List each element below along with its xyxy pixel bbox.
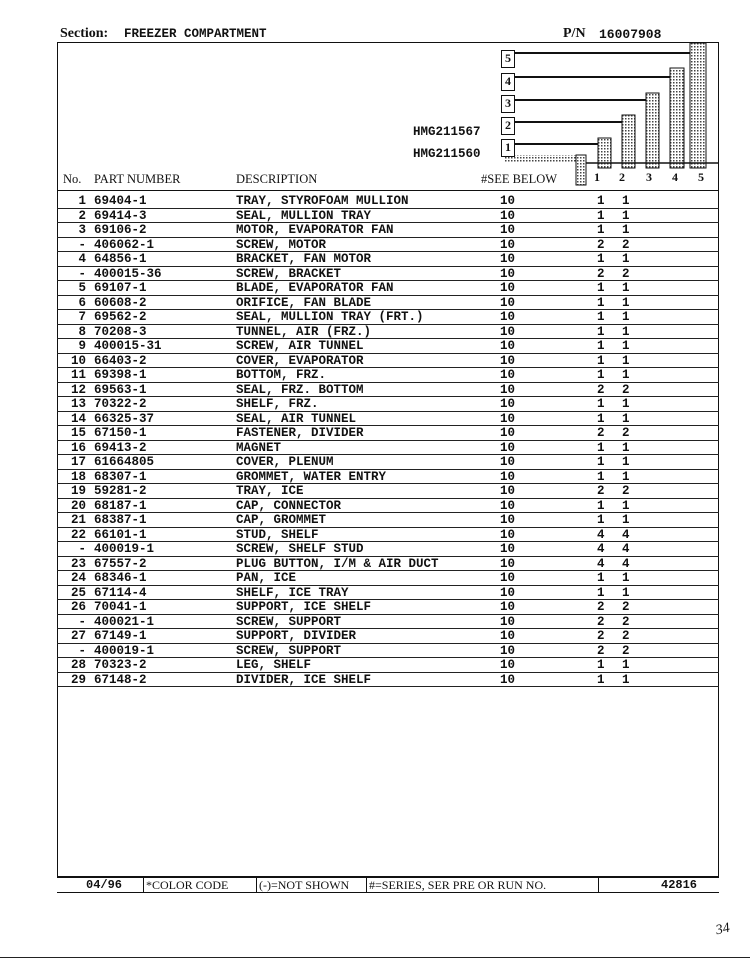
row-qty-series-1: 1 xyxy=(597,324,605,339)
row-part-number: 69413-2 xyxy=(94,440,147,455)
row-qty-series-2: 1 xyxy=(622,353,630,368)
col-header-no: No. xyxy=(63,172,82,186)
row-description: CAP, CONNECTOR xyxy=(236,498,342,513)
row-qty-series-2: 2 xyxy=(622,629,630,643)
row-description: SCREW, BRACKET xyxy=(236,266,342,281)
row-part-number: 68346-1 xyxy=(94,571,147,585)
row-qty-series-1: 1 xyxy=(597,252,605,266)
row-part-number: 400021-1 xyxy=(94,614,155,629)
row-description: MOTOR, EVAPORATOR FAN xyxy=(236,223,394,237)
row-no: 16 xyxy=(70,440,86,455)
row-description: LEG, SHELF xyxy=(236,658,312,672)
row-part-number: 400019-1 xyxy=(94,542,155,556)
row-no: 8 xyxy=(78,324,86,339)
row-qty-series-1: 1 xyxy=(597,513,605,527)
row-part-number: 68187-1 xyxy=(94,498,147,513)
row-see-below: 10 xyxy=(500,353,516,368)
table-row xyxy=(0,296,750,311)
row-part-number: 400019-1 xyxy=(94,643,155,658)
row-part-number: 64856-1 xyxy=(94,252,147,266)
row-see-below: 10 xyxy=(500,295,516,310)
section-label: Section: xyxy=(60,26,109,41)
row-qty-series-2: 1 xyxy=(622,455,630,469)
row-see-below: 10 xyxy=(500,556,516,571)
row-description: SUPPORT, ICE SHELF xyxy=(236,600,372,614)
row-description: ORIFICE, FAN BLADE xyxy=(236,295,372,310)
row-qty-series-2: 2 xyxy=(622,382,630,397)
row-description: SHELF, FRZ. xyxy=(236,397,319,411)
col-header-desc: DESCRIPTION xyxy=(236,172,318,186)
series-box-4: 4 xyxy=(501,73,515,91)
table-row xyxy=(0,368,750,383)
table-row xyxy=(0,499,750,514)
row-part-number: 69107-1 xyxy=(94,281,147,295)
row-no: - xyxy=(78,614,86,629)
row-qty-series-1: 1 xyxy=(597,658,605,672)
footer-color-code: *COLOR CODE xyxy=(146,878,229,892)
row-qty-series-1: 1 xyxy=(597,295,605,310)
row-see-below: 10 xyxy=(500,469,516,484)
row-part-number: 67150-1 xyxy=(94,426,147,440)
series-col-2: 2 xyxy=(619,170,625,184)
table-row xyxy=(0,470,750,485)
row-qty-series-2: 2 xyxy=(622,237,630,252)
row-no: 25 xyxy=(70,585,86,600)
row-no: 26 xyxy=(70,600,86,614)
row-see-below: 10 xyxy=(500,223,516,237)
row-no: 20 xyxy=(70,498,86,513)
row-no: 11 xyxy=(70,368,86,382)
row-see-below: 10 xyxy=(500,498,516,513)
table-row xyxy=(0,455,750,470)
row-no: 17 xyxy=(70,455,86,469)
row-qty-series-2: 1 xyxy=(622,368,630,382)
row-see-below: 10 xyxy=(500,600,516,614)
page-bottom-rule xyxy=(0,957,750,958)
row-qty-series-2: 1 xyxy=(622,469,630,484)
footer-sep-2 xyxy=(256,878,257,893)
series-box-3: 3 xyxy=(501,95,515,113)
row-description: PAN, ICE xyxy=(236,571,297,585)
row-see-below: 10 xyxy=(500,643,516,658)
row-description: TRAY, ICE xyxy=(236,484,304,498)
table-row xyxy=(0,571,750,586)
table-row xyxy=(0,281,750,296)
row-no: 13 xyxy=(70,397,86,411)
row-see-below: 10 xyxy=(500,339,516,353)
row-see-below: 10 xyxy=(500,266,516,281)
footer-sep-1 xyxy=(143,878,144,893)
row-part-number: 69414-3 xyxy=(94,208,147,223)
row-description: SCREW, SHELF STUD xyxy=(236,542,364,556)
row-description: SUPPORT, DIVIDER xyxy=(236,629,357,643)
row-description: SCREW, MOTOR xyxy=(236,237,327,252)
row-see-below: 10 xyxy=(500,455,516,469)
table-row xyxy=(0,658,750,673)
row-part-number: 66101-1 xyxy=(94,527,147,542)
row-description: FASTENER, DIVIDER xyxy=(236,426,364,440)
row-qty-series-2: 1 xyxy=(622,223,630,237)
row-description: SCREW, SUPPORT xyxy=(236,614,342,629)
section-value: FREEZER COMPARTMENT xyxy=(124,27,267,41)
row-part-number: 61664805 xyxy=(94,455,155,469)
table-row xyxy=(0,644,750,659)
row-no: 6 xyxy=(78,295,86,310)
row-no: 18 xyxy=(70,469,86,484)
row-no: 2 xyxy=(78,208,86,223)
row-qty-series-1: 2 xyxy=(597,629,605,643)
pn-value: 16007908 xyxy=(599,27,662,42)
handwritten-page-mark: 34 xyxy=(714,920,732,939)
row-part-number: 67148-2 xyxy=(94,672,147,687)
row-part-number: 66325-37 xyxy=(94,411,155,426)
row-qty-series-1: 1 xyxy=(597,498,605,513)
row-qty-series-1: 1 xyxy=(597,411,605,426)
row-qty-series-2: 1 xyxy=(622,440,630,455)
col-header-see: #SEE BELOW xyxy=(481,172,558,186)
row-description: STUD, SHELF xyxy=(236,527,319,542)
row-qty-series-1: 1 xyxy=(597,672,605,687)
row-description: BOTTOM, FRZ. xyxy=(236,368,327,382)
row-description: SHELF, ICE TRAY xyxy=(236,585,349,600)
row-qty-series-1: 2 xyxy=(597,266,605,281)
row-part-number: 70323-2 xyxy=(94,658,147,672)
row-see-below: 10 xyxy=(500,237,516,252)
row-no: 27 xyxy=(70,629,86,643)
row-qty-series-2: 1 xyxy=(622,194,630,208)
table-row xyxy=(0,194,750,209)
row-part-number: 67114-4 xyxy=(94,585,147,600)
col-header-part: PART NUMBER xyxy=(94,172,181,186)
row-qty-series-2: 4 xyxy=(622,556,630,571)
row-no: 10 xyxy=(70,353,86,368)
row-see-below: 10 xyxy=(500,513,516,527)
model-number-1: HMG211567 xyxy=(413,125,481,139)
footer-sep-4 xyxy=(598,878,599,893)
row-part-number: 69563-1 xyxy=(94,382,147,397)
row-qty-series-2: 2 xyxy=(622,600,630,614)
table-row xyxy=(0,209,750,224)
row-qty-series-1: 1 xyxy=(597,455,605,469)
row-qty-series-2: 1 xyxy=(622,397,630,411)
row-description: CAP, GROMMET xyxy=(236,513,327,527)
row-no: 22 xyxy=(70,527,86,542)
row-part-number: 70041-1 xyxy=(94,600,147,614)
row-qty-series-2: 1 xyxy=(622,310,630,324)
row-qty-series-2: 1 xyxy=(622,411,630,426)
footer-date: 04/96 xyxy=(86,878,123,892)
row-no: - xyxy=(78,643,86,658)
row-qty-series-1: 1 xyxy=(597,469,605,484)
row-no: 23 xyxy=(70,556,86,571)
row-part-number: 66403-2 xyxy=(94,353,147,368)
table-row xyxy=(0,557,750,572)
table-row xyxy=(0,513,750,528)
model-number-2: HMG211560 xyxy=(413,147,481,161)
row-part-number: 400015-31 xyxy=(94,339,162,353)
table-row xyxy=(0,354,750,369)
table-row xyxy=(0,339,750,354)
row-see-below: 10 xyxy=(500,440,516,455)
row-qty-series-1: 2 xyxy=(597,426,605,440)
row-description: PLUG BUTTON, I/M & AIR DUCT xyxy=(236,556,439,571)
row-qty-series-1: 1 xyxy=(597,339,605,353)
row-description: TRAY, STYROFOAM MULLION xyxy=(236,194,409,208)
row-no: 15 xyxy=(70,426,86,440)
row-see-below: 10 xyxy=(500,527,516,542)
row-no: 21 xyxy=(70,513,86,527)
row-no: 29 xyxy=(70,672,86,687)
row-part-number: 69106-2 xyxy=(94,223,147,237)
row-see-below: 10 xyxy=(500,426,516,440)
row-qty-series-1: 2 xyxy=(597,237,605,252)
row-see-below: 10 xyxy=(500,281,516,295)
row-description: COVER, EVAPORATOR xyxy=(236,353,364,368)
table-row xyxy=(0,528,750,543)
row-qty-series-2: 4 xyxy=(622,542,630,556)
row-qty-series-1: 1 xyxy=(597,281,605,295)
row-qty-series-1: 2 xyxy=(597,600,605,614)
table-row xyxy=(0,223,750,238)
table-row xyxy=(0,383,750,398)
row-qty-series-2: 2 xyxy=(622,643,630,658)
header-divider xyxy=(57,190,719,191)
row-part-number: 70322-2 xyxy=(94,397,147,411)
series-box-2: 2 xyxy=(501,117,515,135)
row-see-below: 10 xyxy=(500,542,516,556)
table-row xyxy=(0,673,750,688)
row-qty-series-1: 2 xyxy=(597,643,605,658)
row-qty-series-1: 1 xyxy=(597,585,605,600)
row-qty-series-1: 2 xyxy=(597,614,605,629)
row-qty-series-1: 4 xyxy=(597,542,605,556)
table-row xyxy=(0,484,750,499)
row-qty-series-2: 1 xyxy=(622,571,630,585)
row-part-number: 68307-1 xyxy=(94,469,147,484)
row-qty-series-1: 1 xyxy=(597,223,605,237)
row-qty-series-2: 1 xyxy=(622,324,630,339)
row-see-below: 10 xyxy=(500,208,516,223)
table-row xyxy=(0,325,750,340)
row-qty-series-2: 1 xyxy=(622,281,630,295)
row-part-number: 67557-2 xyxy=(94,556,147,571)
row-qty-series-2: 1 xyxy=(622,672,630,687)
row-qty-series-1: 1 xyxy=(597,353,605,368)
row-no: 19 xyxy=(70,484,86,498)
row-qty-series-1: 2 xyxy=(597,382,605,397)
table-row xyxy=(0,629,750,644)
row-part-number: 68387-1 xyxy=(94,513,147,527)
row-qty-series-1: 4 xyxy=(597,556,605,571)
row-see-below: 10 xyxy=(500,252,516,266)
row-no: - xyxy=(78,237,86,252)
table-row xyxy=(0,412,750,427)
row-qty-series-1: 2 xyxy=(597,484,605,498)
row-no: 7 xyxy=(78,310,86,324)
row-qty-series-1: 1 xyxy=(597,571,605,585)
row-part-number: 69562-2 xyxy=(94,310,147,324)
row-part-number: 59281-2 xyxy=(94,484,147,498)
row-qty-series-2: 4 xyxy=(622,527,630,542)
table-row xyxy=(0,615,750,630)
row-no: 12 xyxy=(70,382,86,397)
table-row xyxy=(0,238,750,253)
row-description: SEAL, AIR TUNNEL xyxy=(236,411,357,426)
row-see-below: 10 xyxy=(500,382,516,397)
row-description: BLADE, EVAPORATOR FAN xyxy=(236,281,394,295)
footer-series-note: #=SERIES, SER PRE OR RUN NO. xyxy=(369,878,547,892)
row-qty-series-2: 1 xyxy=(622,295,630,310)
row-no: 3 xyxy=(78,223,86,237)
row-see-below: 10 xyxy=(500,571,516,585)
row-qty-series-1: 1 xyxy=(597,208,605,223)
row-see-below: 10 xyxy=(500,585,516,600)
row-see-below: 10 xyxy=(500,672,516,687)
row-see-below: 10 xyxy=(500,368,516,382)
series-col-3: 3 xyxy=(646,170,652,184)
table-row xyxy=(0,397,750,412)
row-description: GROMMET, WATER ENTRY xyxy=(236,469,387,484)
row-qty-series-2: 1 xyxy=(622,252,630,266)
footer-code: 42816 xyxy=(661,878,698,892)
row-description: SEAL, MULLION TRAY xyxy=(236,208,372,223)
row-part-number: 400015-36 xyxy=(94,266,162,281)
row-qty-series-1: 1 xyxy=(597,194,605,208)
row-qty-series-2: 1 xyxy=(622,208,630,223)
row-see-below: 10 xyxy=(500,310,516,324)
footer-not-shown: (-)=NOT SHOWN xyxy=(259,878,350,892)
row-no: 14 xyxy=(70,411,86,426)
row-rule xyxy=(57,686,719,687)
row-no: 28 xyxy=(70,658,86,672)
footer-sep-3 xyxy=(366,878,367,893)
row-qty-series-2: 2 xyxy=(622,266,630,281)
table-row xyxy=(0,310,750,325)
row-part-number: 69404-1 xyxy=(94,194,147,208)
row-see-below: 10 xyxy=(500,324,516,339)
row-see-below: 10 xyxy=(500,614,516,629)
row-qty-series-2: 1 xyxy=(622,585,630,600)
row-description: DIVIDER, ICE SHELF xyxy=(236,672,372,687)
series-col-1: 1 xyxy=(594,170,600,184)
row-qty-series-1: 4 xyxy=(597,527,605,542)
table-row xyxy=(0,441,750,456)
table-row xyxy=(0,267,750,282)
row-qty-series-1: 1 xyxy=(597,368,605,382)
row-qty-series-2: 2 xyxy=(622,484,630,498)
table-row xyxy=(0,252,750,267)
row-description: BRACKET, FAN MOTOR xyxy=(236,252,372,266)
row-part-number: 69398-1 xyxy=(94,368,147,382)
row-no: - xyxy=(78,266,86,281)
row-description: SCREW, SUPPORT xyxy=(236,643,342,658)
series-box-5: 5 xyxy=(501,50,515,68)
table-row xyxy=(0,542,750,557)
row-see-below: 10 xyxy=(500,629,516,643)
row-see-below: 10 xyxy=(500,484,516,498)
series-col-5: 5 xyxy=(698,170,704,184)
row-qty-series-2: 1 xyxy=(622,339,630,353)
table-row xyxy=(0,586,750,601)
row-no: 1 xyxy=(78,194,86,208)
row-see-below: 10 xyxy=(500,397,516,411)
row-part-number: 406062-1 xyxy=(94,237,155,252)
row-no: - xyxy=(78,542,86,556)
row-qty-series-1: 1 xyxy=(597,310,605,324)
row-qty-series-2: 2 xyxy=(622,426,630,440)
row-see-below: 10 xyxy=(500,194,516,208)
row-description: TUNNEL, AIR (FRZ.) xyxy=(236,324,372,339)
row-description: SCREW, AIR TUNNEL xyxy=(236,339,364,353)
row-qty-series-2: 1 xyxy=(622,658,630,672)
row-no: 24 xyxy=(70,571,86,585)
row-no: 4 xyxy=(78,252,86,266)
row-qty-series-1: 1 xyxy=(597,440,605,455)
row-description: COVER, PLENUM xyxy=(236,455,334,469)
table-row xyxy=(0,426,750,441)
row-description: SEAL, MULLION TRAY (FRT.) xyxy=(236,310,424,324)
row-description: MAGNET xyxy=(236,440,282,455)
series-box-1: 1 xyxy=(501,139,515,157)
table-row xyxy=(0,600,750,615)
row-part-number: 67149-1 xyxy=(94,629,147,643)
row-part-number: 60608-2 xyxy=(94,295,147,310)
row-no: 5 xyxy=(78,281,86,295)
row-qty-series-2: 1 xyxy=(622,498,630,513)
row-qty-series-1: 1 xyxy=(597,397,605,411)
row-see-below: 10 xyxy=(500,411,516,426)
pn-label: P/N xyxy=(563,26,586,41)
row-description: SEAL, FRZ. BOTTOM xyxy=(236,382,364,397)
row-qty-series-2: 2 xyxy=(622,614,630,629)
row-see-below: 10 xyxy=(500,658,516,672)
series-col-4: 4 xyxy=(672,170,678,184)
row-qty-series-2: 1 xyxy=(622,513,630,527)
row-no: 9 xyxy=(78,339,86,353)
row-part-number: 70208-3 xyxy=(94,324,147,339)
